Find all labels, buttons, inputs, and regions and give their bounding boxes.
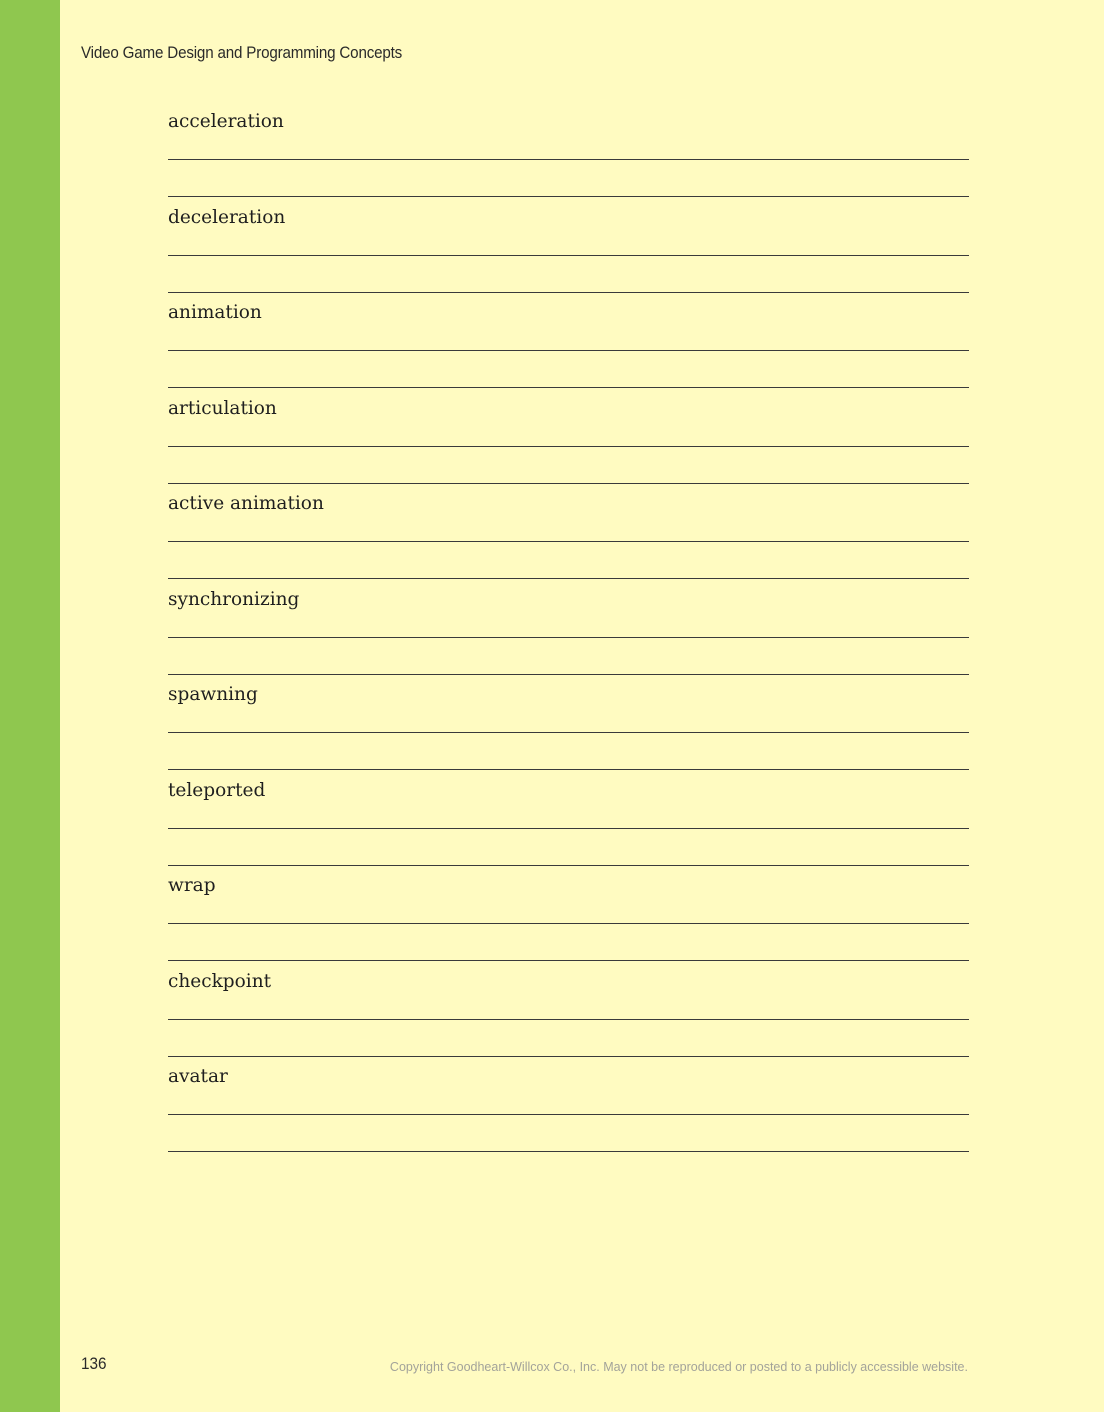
vocab-term: spawning (168, 684, 258, 705)
answer-line[interactable] (168, 1114, 969, 1115)
vocab-item-teleported (168, 777, 969, 873)
vocab-item-active-animation (168, 490, 969, 586)
answer-line[interactable] (168, 1056, 969, 1057)
answer-line[interactable] (168, 541, 969, 542)
vocab-term: synchronizing (168, 588, 300, 610)
answer-line[interactable] (168, 387, 969, 388)
vocab-term: articulation (168, 397, 277, 419)
copyright-notice: Copyright Goodheart-Willcox Co., Inc. May not be reproduced or posted to a publicly accessible website. (389, 1360, 968, 1374)
vocab-item-checkpoint (168, 968, 969, 1064)
answer-line[interactable] (168, 732, 969, 733)
vocab-term: animation (168, 302, 262, 323)
answer-line[interactable] (168, 1151, 969, 1152)
vocab-item-wrap (168, 872, 969, 968)
answer-line[interactable] (168, 483, 969, 484)
vocab-term: avatar (168, 1066, 228, 1087)
vocab-item-avatar (168, 1063, 969, 1159)
vocabulary-list (168, 108, 969, 1159)
answer-line[interactable] (168, 159, 969, 160)
vocab-item-synchronizing (168, 586, 969, 682)
answer-line[interactable] (168, 196, 969, 197)
answer-line[interactable] (168, 255, 969, 256)
answer-line[interactable] (168, 578, 969, 579)
answer-line[interactable] (168, 674, 969, 675)
vocab-item-spawning (168, 681, 969, 777)
answer-line[interactable] (168, 923, 969, 924)
vocab-term: checkpoint (168, 970, 272, 992)
answer-line[interactable] (168, 960, 969, 961)
answer-line[interactable] (168, 292, 969, 293)
vocab-item-acceleration (168, 108, 969, 204)
vocab-term: teleported (168, 779, 266, 801)
vocab-term: deceleration (168, 206, 286, 228)
answer-line[interactable] (168, 828, 969, 829)
answer-line[interactable] (168, 865, 969, 866)
page-number: 136 (81, 1354, 107, 1373)
answer-line[interactable] (168, 637, 969, 638)
running-head: Video Game Design and Programming Concepts (81, 44, 403, 62)
answer-line[interactable] (168, 446, 969, 447)
vocab-item-deceleration (168, 204, 969, 300)
answer-line[interactable] (168, 1019, 969, 1020)
vocab-term: acceleration (168, 111, 284, 132)
vocab-term: active animation (168, 493, 324, 514)
answer-line[interactable] (168, 769, 969, 770)
answer-line[interactable] (168, 350, 969, 351)
vocab-term: wrap (168, 875, 216, 896)
vocab-item-animation (168, 299, 969, 395)
side-color-bar (0, 0, 60, 1412)
vocab-item-articulation (168, 395, 969, 491)
